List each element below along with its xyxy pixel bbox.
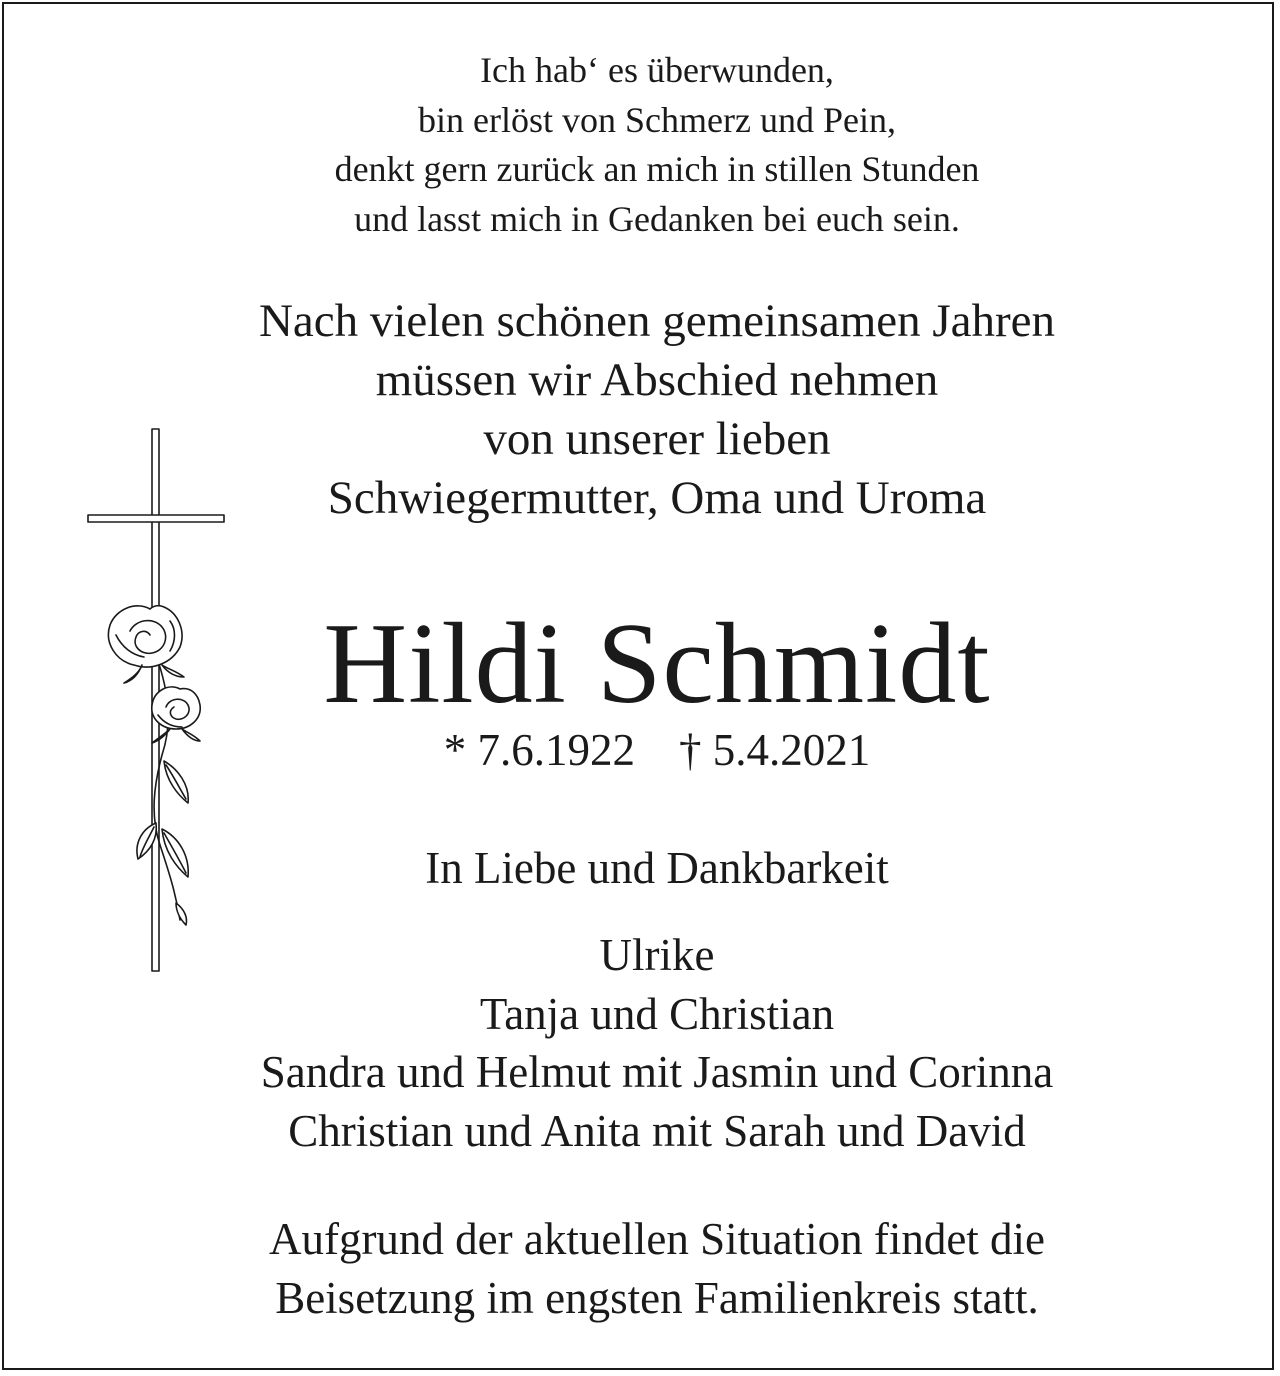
- poem-verse: [40, 46, 1274, 244]
- intro-line: Schwiegermutter, Oma und Uroma: [327, 472, 987, 524]
- mourner-line: Christian und Anita mit Sarah und David: [288, 1105, 1026, 1156]
- funeral-notice: [40, 1210, 1274, 1328]
- poem-line: bin erlöst von Schmerz und Pein,: [418, 99, 896, 140]
- poem-line: Ich hab‘ es überwunden,: [480, 50, 834, 90]
- notice-line: Beisetzung im engsten Familienkreis statt.: [275, 1273, 1039, 1323]
- thanks-line: In Liebe und Dankbarkeit: [425, 843, 889, 893]
- intro-line: Nach vielen schönen gemeinsamen Jahren: [258, 295, 1056, 347]
- poem-line: denkt gern zurück an mich in stillen Stunden: [334, 149, 980, 189]
- mourner-line: Sandra und Helmut mit Jasmin und Corinna: [260, 1047, 1054, 1097]
- mourner-line: Ulrike: [599, 930, 715, 980]
- death-date: † 5.4.2021: [679, 725, 871, 775]
- mourner-line: Tanja und Christian: [479, 988, 835, 1039]
- poem-line: und lasst mich in Gedanken bei euch sein.: [354, 198, 960, 239]
- notice-line: Aufgrund der aktuellen Situation findet die: [268, 1214, 1046, 1264]
- intro-line: von unserer lieben: [483, 413, 831, 465]
- intro-line: müssen wir Abschied nehmen: [375, 354, 939, 406]
- cross-with-roses-icon: [80, 425, 230, 977]
- deceased-name: Hildi Schmidt: [323, 600, 991, 728]
- birth-date: * 7.6.1922: [443, 725, 635, 775]
